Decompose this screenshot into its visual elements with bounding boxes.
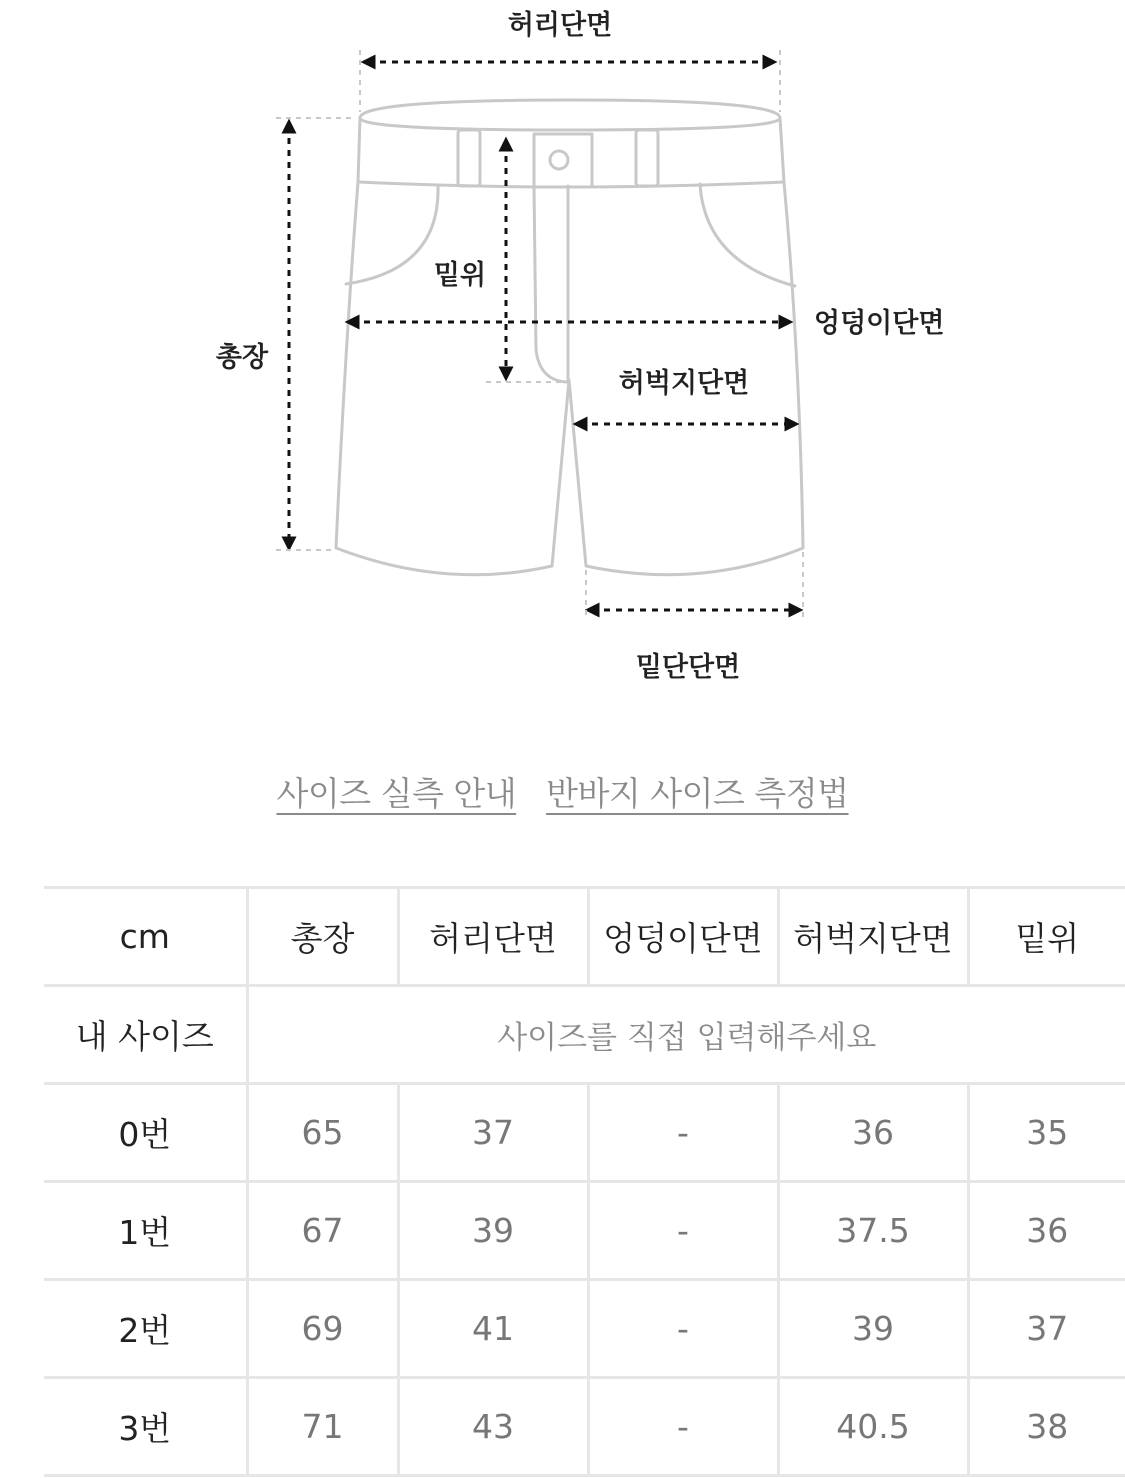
table-cell: 67 <box>247 1182 398 1280</box>
table-cell: 43 <box>398 1378 588 1476</box>
size-guide-links <box>0 768 1125 815</box>
size-label: 2번 <box>44 1280 247 1378</box>
table-cell: 65 <box>247 1084 398 1182</box>
rise-label: 밑위 <box>433 260 487 291</box>
table-cell: 69 <box>247 1280 398 1378</box>
table-cell: 37.5 <box>778 1182 968 1280</box>
table-cell: - <box>588 1084 778 1182</box>
header-waist: 허리단면 <box>398 888 588 986</box>
table-cell: - <box>588 1378 778 1476</box>
table-row <box>44 1084 1125 1182</box>
header-thigh: 허벅지단면 <box>778 888 968 986</box>
waist-label: 허리단면 <box>507 10 613 41</box>
my-size-label: 내 사이즈 <box>44 986 247 1084</box>
hem-label: 밑단단면 <box>635 652 741 683</box>
table-cell: 39 <box>778 1280 968 1378</box>
table-row <box>44 1182 1125 1280</box>
hip-label: 엉덩이단면 <box>814 308 945 339</box>
table-cell: 37 <box>968 1280 1125 1378</box>
table-cell: - <box>588 1280 778 1378</box>
shorts-outline <box>336 100 803 575</box>
header-hip: 엉덩이단면 <box>588 888 778 986</box>
table-cell: 36 <box>968 1182 1125 1280</box>
table-cell: - <box>588 1182 778 1280</box>
measurement-guides <box>289 62 796 610</box>
size-label: 1번 <box>44 1182 247 1280</box>
measure-method-link[interactable]: 반바지 사이즈 측정법 <box>546 774 849 813</box>
table-cell: 40.5 <box>778 1378 968 1476</box>
my-size-row <box>44 986 1125 1084</box>
size-label: 3번 <box>44 1378 247 1476</box>
table-cell: 35 <box>968 1084 1125 1182</box>
header-total-length: 총장 <box>247 888 398 986</box>
table-row <box>44 1280 1125 1378</box>
table-cell: 37 <box>398 1084 588 1182</box>
table-cell: 36 <box>778 1084 968 1182</box>
size-table <box>44 886 1125 1477</box>
table-cell: 38 <box>968 1378 1125 1476</box>
shorts-measurement-diagram <box>0 0 1125 720</box>
my-size-input[interactable]: 사이즈를 직접 입력해주세요 <box>247 986 1125 1084</box>
size-guide-link[interactable]: 사이즈 실측 안내 <box>276 774 517 813</box>
table-header-row <box>44 888 1125 986</box>
table-cell: 41 <box>398 1280 588 1378</box>
total-length-label: 총장 <box>215 342 269 373</box>
thigh-label: 허벅지단면 <box>618 368 750 399</box>
header-unit: cm <box>44 888 247 986</box>
table-cell: 71 <box>247 1378 398 1476</box>
size-label: 0번 <box>44 1084 247 1182</box>
table-cell: 39 <box>398 1182 588 1280</box>
table-row <box>44 1378 1125 1476</box>
header-rise: 밑위 <box>968 888 1125 986</box>
